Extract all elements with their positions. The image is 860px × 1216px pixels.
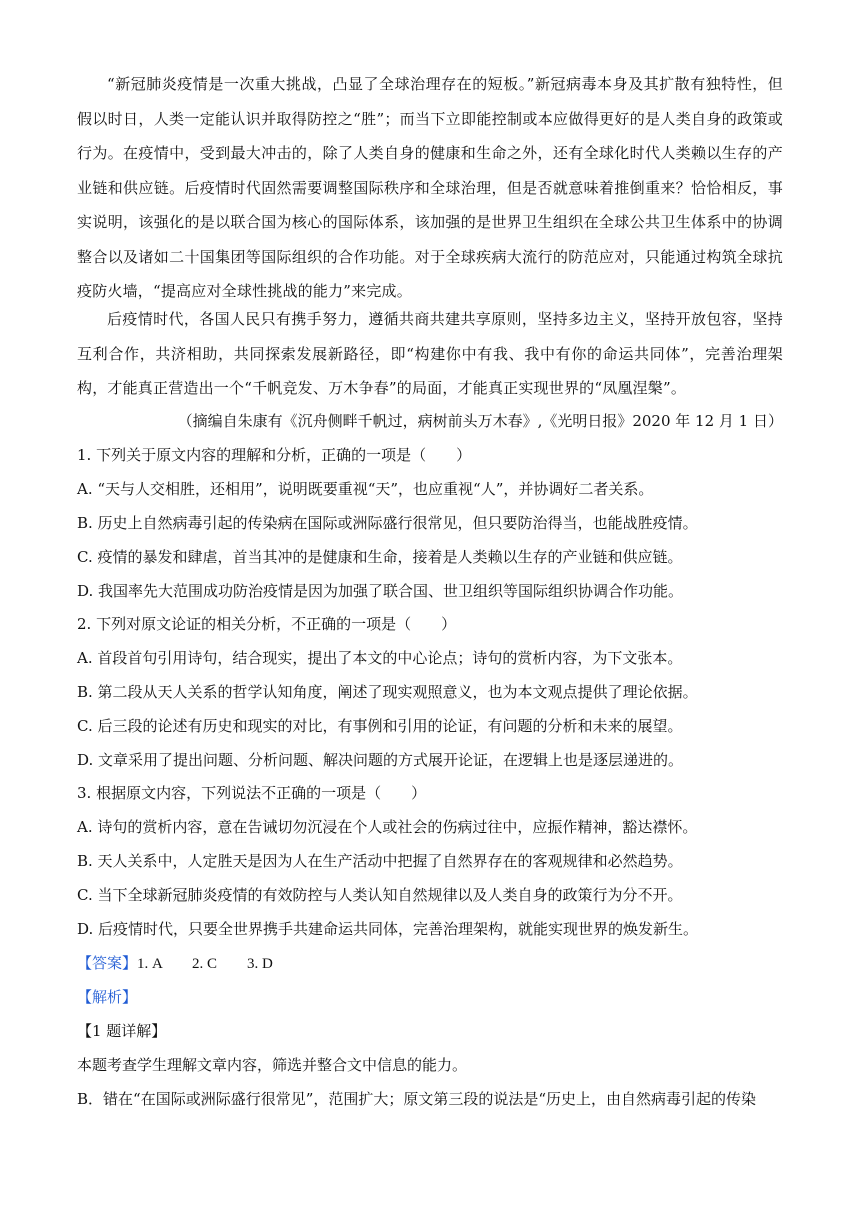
passage-paragraph-2: 后疫情时代，各国人民只有携手努力，遵循共商共建共享原则，坚持多边主义，坚持开放包容，坚持互利合作，共济相助，共同探索发展新路径，即“构建你中有我、我中有你的命运共同体”，完善治理架构，才能真正营造出一个“千帆竞发、万木争春”的局面，才能真正实现世界的“凤凰涅槃”。 [77, 310, 783, 397]
question-1-stem: 1. 下列关于原文内容的理解和分析，正确的一项是（ ） [77, 446, 472, 464]
question-3-option-c: C. 当下全球新冠肺炎疫情的有效防控与人类认知自然规律以及人类自身的政策行为分不开。 [77, 886, 683, 904]
question-1-option-a: A. “天与人交相胜，还相用”，说明既要重视“天”，也应重视“人”，并协调好二者关系。 [77, 480, 654, 498]
answer-row [77, 953, 787, 974]
analysis-option-b-note: B．错在“在国际或洲际盛行很常见”，范围扩大；原文第三段的说法是“历史上，由自然病毒引起的传染 [77, 1090, 757, 1108]
question-2-option-a: A. 首段首句引用诗句，结合现实，提出了本文的中心论点；诗句的赏析内容，为下文张本。 [77, 649, 683, 667]
answer-values: 1. A 2. C 3. D [137, 956, 273, 972]
passage-paragraph-1: “新冠肺炎疫情是一次重大挑战，凸显了全球治理存在的短板。”新冠病毒本身及其扩散有独特性，但假以时日，人类一定能认识并取得防控之“胜”；而当下立即能控制或本应做得更好的是人类自身的政策或行为。在疫情中，受到最大冲击的，除了人类自身的健康和生命之外，还有全球化时代人类赖以生存的产业链和供应链。后疫情时代固然需要调整国际秩序和全球治理，但是否就意味着推倒重来？恰恰相反，事实说明，该强化的是以联合国为核心的国际体系，该加强的是世界卫生组织在全球公共卫生体系中的协调整合以及诸如二十国集团等国际组织的合作功能。对于全球疾病大流行的防范应对，只能通过构筑全球抗疫防火墙，“提高应对全球性挑战的能力”来完成。 [77, 75, 783, 300]
question-3-option-d: D. 后疫情时代，只要全世界携手共建命运共同体，完善治理架构，就能实现世界的焕发新生。 [77, 920, 699, 938]
question-3-option-b: B. 天人关系中，人定胜天是因为人在生产活动中把握了自然界存在的客观规律和必然趋势。 [77, 852, 683, 870]
question-1-option-b: B. 历史上自然病毒引起的传染病在国际或洲际盛行很常见，但只要防治得当，也能战胜疫情。 [77, 514, 698, 532]
question-1-option-c: C. 疫情的暴发和肆虐，首当其冲的是健康和生命，接着是人类赖以生存的产业链和供应链。 [77, 548, 683, 566]
question-2-option-b: B. 第二段从天人关系的哲学认知角度，阐述了现实观照意义，也为本文观点提供了理论依据。 [77, 683, 698, 701]
question-3-stem: 3. 根据原文内容，下列说法不正确的一项是（ ） [77, 784, 427, 802]
analysis-label: 【解析】 [77, 988, 138, 1006]
question-2-option-d: D. 文章采用了提出问题、分析问题、解决问题的方式展开论证，在逻辑上也是逐层递进的。 [77, 751, 684, 769]
question-2-stem: 2. 下列对原文论证的相关分析，不正确的一项是（ ） [77, 615, 457, 633]
passage-source: （摘编自朱康有《沉舟侧畔千帆过，病树前头万木春》,《光明日报》2020 年 12 月 1 日） [177, 412, 783, 430]
answer-label: 【答案】 [77, 954, 138, 972]
question-1-option-d: D. 我国率先大范围成功防治疫情是因为加强了联合国、世卫组织等国际组织协调合作功能。 [77, 582, 684, 600]
question-3-option-a: A. 诗句的赏析内容，意在告诫切勿沉浸在个人或社会的伤病过往中，应振作精神，豁达襟怀。 [77, 818, 698, 836]
analysis-sub-label: 【1 题详解】 [77, 1022, 167, 1040]
question-2-option-c: C. 后三段的论述有历史和现实的对比，有事例和引用的论证，有问题的分析和未来的展望。 [77, 717, 683, 735]
analysis-intro: 本题考查学生理解文章内容，筛选并整合文中信息的能力。 [77, 1056, 468, 1074]
